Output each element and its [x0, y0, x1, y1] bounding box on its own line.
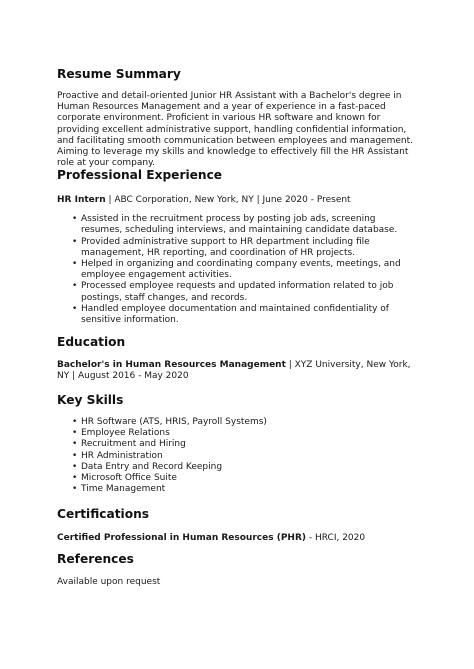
skills-list — [72, 417, 417, 495]
certifications-section — [57, 506, 417, 544]
job-title: HR Intern — [57, 195, 106, 205]
skills-section — [57, 392, 417, 495]
list-item: • HR Administration — [72, 451, 417, 462]
certification-details: - HRCI, 2020 — [306, 533, 366, 543]
list-item: • Data Entry and Record Keeping — [72, 462, 417, 473]
list-item: • Helped in organizing and coordinating company events, meetings, and employee engagement activities. — [72, 259, 417, 281]
list-item: • Employee Relations — [72, 428, 417, 439]
summary-section — [57, 66, 417, 169]
list-item: • Handled employee documentation and maintained confidentiality of sensitive information. — [72, 304, 417, 326]
references-section — [57, 551, 417, 588]
references-heading: References — [57, 552, 134, 566]
experience-section — [57, 167, 417, 326]
experience-entry — [57, 195, 417, 206]
certifications-heading: Certifications — [57, 507, 150, 521]
experience-bullets — [72, 214, 417, 326]
education-section — [57, 334, 417, 382]
certification-name: Certified Professional in Human Resources (PHR) — [57, 533, 306, 543]
education-entry — [57, 360, 417, 382]
education-heading: Education — [57, 335, 126, 349]
references-text: Available upon request — [57, 577, 161, 587]
experience-heading: Professional Experience — [57, 168, 223, 182]
degree-title: Bachelor's in Human Resources Management — [57, 360, 286, 370]
certification-entry — [57, 533, 417, 544]
list-item: • Assisted in the recruitment process by posting job ads, screening resumes, scheduling interviews, and maintaining candidate database. — [72, 214, 417, 236]
summary-heading: Resume Summary — [57, 67, 181, 81]
list-item: • Recruitment and Hiring — [72, 439, 417, 450]
list-item: • Time Management — [72, 484, 417, 495]
summary-text: Proactive and detail-oriented Junior HR Assistant with a Bachelor's degree in Human Resources Management and a year of experience in a fast-paced corporate environment. Proficient in various HR software and known for providing excellent administrative support, handling confidential information, and facilitating smooth communication between employees and management. Aiming to leverage my skills and knowledge to effectively fill the HR Assistant role at your company. — [57, 91, 413, 169]
list-item: • Microsoft Office Suite — [72, 473, 417, 484]
skills-heading: Key Skills — [57, 393, 124, 407]
job-details: | ABC Corporation, New York, NY | June 2020 - Present — [105, 195, 351, 205]
list-item: • Provided administrative support to HR department including file management, HR reporting, and coordination of HR projects. — [72, 237, 417, 259]
education-details: | XYZ University, New York, NY | August 2016 - May 2020 — [57, 360, 411, 382]
list-item: • HR Software (ATS, HRIS, Payroll Systems) — [72, 417, 417, 428]
list-item: • Processed employee requests and updated information related to job postings, staff changes, and records. — [72, 281, 417, 303]
